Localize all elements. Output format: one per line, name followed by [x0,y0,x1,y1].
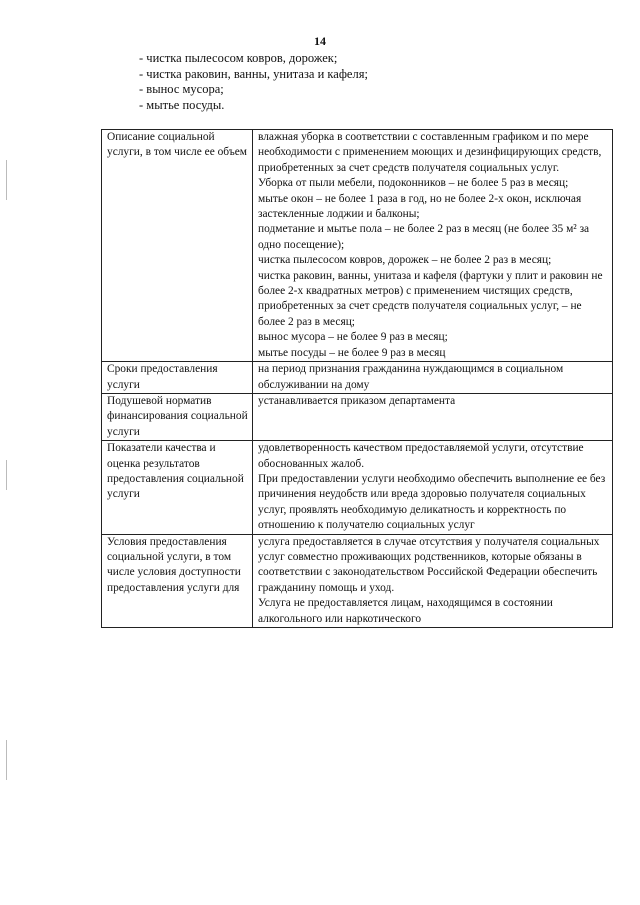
list-item: - мытье посуды. [139,98,368,114]
row-value-quality [253,441,613,534]
service-description-table [101,129,613,628]
value-paragraph: услуга предоставляется в случае отсутствия у получателя социальных услуг совместно проживающих родственников, которые обязаны в соответствии с законодательством Российской Федерации обеспечить гражданину помощь и уход. [258,535,600,594]
intro-bullet-list [139,51,368,114]
value-paragraph: вынос мусора – не более 9 раз в месяц; [258,331,448,344]
value-paragraph: Услуга не предоставляется лицам, находящимся в состоянии алкогольного или наркотического [258,597,553,625]
value-paragraph: мытье посуды – не более 9 раз в месяц [258,346,446,359]
scan-edge-mark [6,460,7,490]
table-row [102,393,613,440]
value-paragraph: При предоставлении услуги необходимо обеспечить выполнение ее без причинения неудобств или вреда здоровью получателя социальных услуг, проявлять необходимую деликатность и корректность по отношению к получателю социальных услуг [258,472,606,532]
list-item: - вынос мусора; [139,82,368,98]
row-value-conditions [253,534,613,627]
value-paragraph: чистка пылесосом ковров, дорожек – не более 2 раз в месяц; [258,254,552,267]
value-paragraph: удовлетворенность качеством предоставляемой услуги, отсутствие обоснованных жалоб. [258,442,584,470]
row-value-terms [253,362,613,394]
value-paragraph: Уборка от пыли мебели, подоконников – не более 5 раз в месяц; [258,177,569,190]
row-label-conditions: Условия предоставления социальной услуги, в том числе условия доступности предоставления услуги для [102,534,253,627]
row-label-description: Описание социальной услуги, в том числе ее объем [102,130,253,362]
scan-edge-mark [6,160,7,200]
value-paragraph: мытье окон – не более 1 раза в год, но не более 2-х окон, исключая застекленные лоджии и балконы; [258,192,582,221]
value-paragraph: устанавливается приказом департамента [258,394,456,407]
row-label-terms: Сроки предоставления услуги [102,362,253,394]
scan-edge-mark [6,740,7,780]
row-label-funding: Подушевой норматив финансирования социальной услуги [102,393,253,440]
list-item: - чистка раковин, ванны, унитаза и кафеля; [139,67,368,83]
table-row [102,534,613,627]
row-value-funding [253,393,613,440]
table-row [102,362,613,394]
table-row [102,130,613,362]
page-number: 14 [314,34,326,48]
value-paragraph: влажная уборка в соответствии с составленным графиком и по мере необходимости с применением моющих и дезинфицирующих средств, приобретенных за счет средств получателя социальных услуг. [258,131,602,174]
row-value-description [253,130,613,362]
value-paragraph: на период признания гражданина нуждающимся в социальном обслуживании на дому [258,363,564,391]
row-label-quality: Показатели качества и оценка результатов предоставления социальной услуги [102,441,253,534]
value-paragraph: чистка раковин, ванны, унитаза и кафеля (фартуки у плит и раковин не более 2-х квадратных метров) с применением чистящих средств, приобретенных за счет средств получателя социальных услуг, – не более 2 раз в месяц; [258,269,603,328]
value-paragraph: подметание и мытье пола – не более 2 раз в месяц (не более 35 м² за одно посещение); [258,223,590,251]
table-row [102,441,613,534]
list-item: - чистка пылесосом ковров, дорожек; [139,51,368,67]
